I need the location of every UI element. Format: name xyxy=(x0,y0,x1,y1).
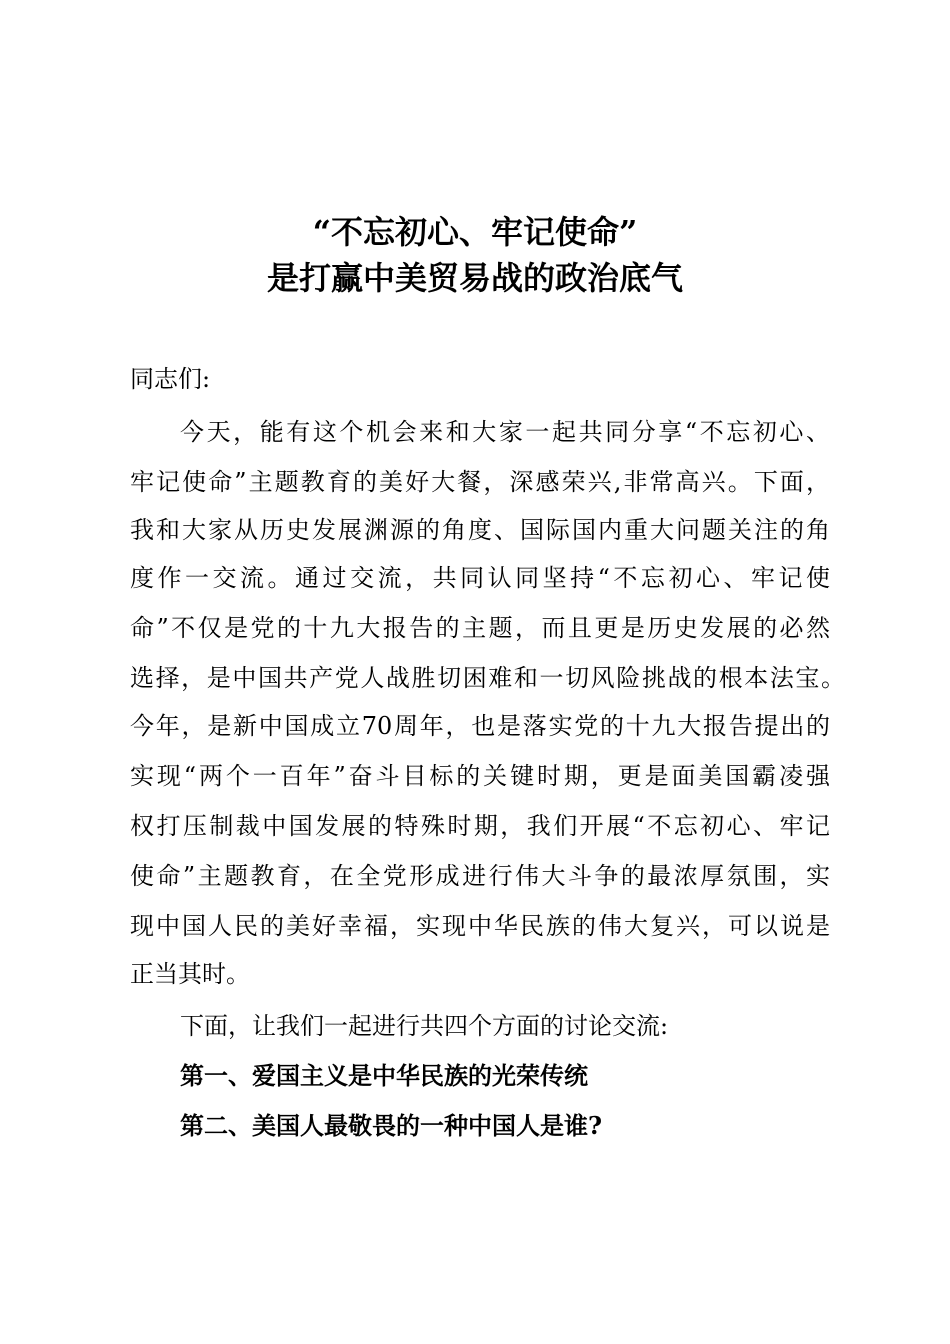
paragraph-line: 我和大家从历史发展渊源的角度、国际国内重大问题关注的角 xyxy=(130,516,830,544)
section-heading-1: 第一、爱国主义是中华民族的光荣传统 xyxy=(180,1061,588,1090)
paragraph-line: 选择，是中国共产党人战胜切困难和一切风险挑战的根本法宝。 xyxy=(130,664,845,692)
document-title-line-2: 是打赢中美贸易战的政治底气 xyxy=(266,259,683,297)
paragraph-line: 权打压制裁中国发展的特殊时期，我们开展“不忘初心、牢记 xyxy=(130,812,830,840)
section-heading-2: 第二、美国人最敬畏的一种中国人是谁? xyxy=(180,1111,603,1140)
paragraph-2: 下面，让我们一起进行共四个方面的讨论交流: xyxy=(180,1012,669,1040)
paragraph-line: 度作一交流。通过交流，共同认同坚持“不忘初心、牢记使 xyxy=(130,564,830,592)
paragraph-line: 牢记使命”主题教育的美好大餐，深感荣兴,非常高兴。下面， xyxy=(130,468,830,496)
paragraph-line: 现中国人民的美好幸福，实现中华民族的伟大复兴，可以说是 xyxy=(130,912,830,940)
paragraph-line: 命”不仅是党的十九大报告的主题，而且更是历史发展的必然 xyxy=(130,614,830,642)
paragraph-line: 正当其时。 xyxy=(130,960,250,988)
paragraph-line: 今天，能有这个机会来和大家一起共同分享“不忘初心、 xyxy=(180,418,830,446)
paragraph-line: 使命”主题教育，在全党形成进行伟大斗争的最浓厚氛围，实 xyxy=(130,862,830,890)
paragraph-line: 实现“两个一百年”奋斗目标的关键时期，更是面美国霸凌强 xyxy=(130,762,830,790)
document-title-line-1: “不忘初心、牢记使命” xyxy=(312,213,638,251)
salutation: 同志们: xyxy=(130,365,211,393)
paragraph-line: 今年，是新中国成立70周年，也是落实党的十九大报告提出的 xyxy=(130,712,830,740)
